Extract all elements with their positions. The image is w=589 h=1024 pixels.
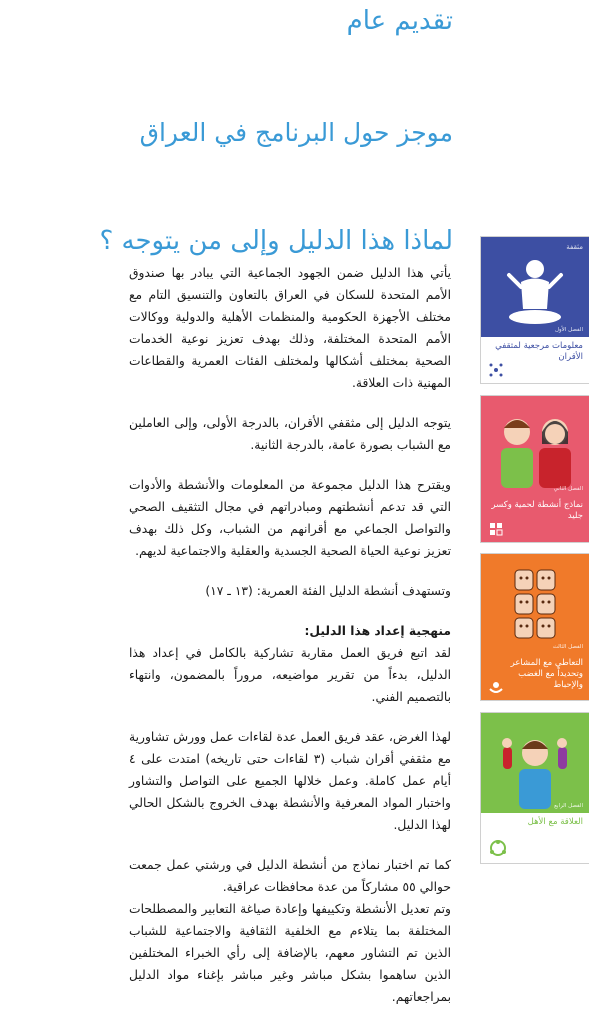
thumbnail-caption-box	[481, 654, 589, 701]
thumbnail-illustration	[481, 237, 589, 337]
chapter-thumbnail-4[interactable]	[480, 712, 589, 864]
paragraph-audience: يتوجه الدليل إلى مثقفي الأقران، بالدرجة الأولى، وإلى العاملين مع الشباب بصورة عامة، بالدرجة الثانية.	[129, 416, 451, 452]
paragraph-testing: كما تم اختبار نماذج من أنشطة الدليل في ورشتي عمل جمعت حوالي ٥٥ مشاركاً من عدة محافظات عراقية.	[129, 858, 451, 894]
paragraph-age-group: وتستهدف أنشطة الدليل الفئة العمرية: (١٣ ـ ١٧)	[205, 584, 451, 598]
family-circle-icon	[489, 839, 507, 857]
emotion-faces-icon	[481, 554, 589, 654]
thumbnail-caption-box	[481, 813, 589, 864]
section-title-overview: تقديم عام	[346, 6, 453, 36]
meditating-person-icon	[481, 237, 589, 337]
chapter-thumbnail-3[interactable]	[480, 553, 589, 701]
network-icon	[489, 363, 503, 377]
chapter-thumbnail-2[interactable]	[480, 395, 589, 543]
thumbnail-chapter: الفصل الثالث	[552, 644, 583, 650]
thumbnail-caption: التعاطي مع المشاعر وتحديداً مع الغضب والإحباط	[510, 658, 583, 690]
paragraph-content: ويقترح هذا الدليل مجموعة من المعلومات والأنشطة والأدوات التي قد تدعم أنشطتهم ومبادراتهم في مجال التثقيف الصحي والتواصل الجماعي مع أقرانهم من الشباب، وكل ذلك بهدف تعزيز نوعية الحياة الصحية الجسدية والعقلية والاجتماعية لديهم.	[129, 478, 451, 558]
paragraph-workshops: لهذا الغرض، عقد فريق العمل عدة لقاءات عمل وورش تشاورية مع مثقفي أقران شباب (٣ لقاءات حتى تاريخه) امتدت على ٤ أيام عمل كاملة. وعمل خلالها الجميع على التواصل والتشاور واختبار المواد المعرفية والأنشطة بهدف الخروج بالشكل الحالي لهذا الدليل.	[129, 730, 451, 832]
methodology-title: منهجية إعداد هذا الدليل:	[304, 624, 451, 638]
thumbnail-chapter: الفصل الرابع	[554, 803, 583, 809]
person-with-puppets-icon	[481, 713, 589, 813]
chapter-thumbnail-1[interactable]	[480, 236, 589, 384]
thumbnail-caption: العلاقة مع الأهل	[527, 817, 583, 827]
section-title-question: لماذا هذا الدليل وإلى من يتوجه ؟	[99, 226, 453, 256]
thumbnail-illustration	[481, 554, 589, 654]
thumbnail-caption-box	[481, 337, 589, 384]
paragraph-intro: يأتي هذا الدليل ضمن الجهود الجماعية التي يبادر بها صندوق الأمم المتحدة للسكان في العراق بالتعاون والتنسيق التام مع مختلف الأجهزة الحكومية والمنظمات الأهلية والدولية ووكالات الأمم المتحدة المختلفة، وذلك بهدف تعزيز نوعية الخدمات الصحية بمختلف أشكالها ولمختلف الفئات العمرية والقطاعات المهنية ذات العلاقة.	[129, 266, 451, 390]
thumbnail-caption: نماذج أنشطة لحمية وكسر جليد	[491, 500, 583, 521]
thumbnail-caption-box	[481, 496, 589, 543]
hands-icon	[489, 680, 503, 694]
thumbnail-chapter: الفصل الثاني	[553, 486, 583, 492]
body-text	[129, 262, 451, 1008]
thumbnail-illustration	[481, 713, 589, 813]
thumbnail-chapter: الفصل الأول	[555, 327, 583, 333]
paragraph-methodology: لقد اتبع فريق العمل مقاربة تشاركية بالكامل في إعداد هذا الدليل، بدءاً من تقرير مواضيعه، مروراً بالمضمون، وانتهاء بالتصميم الفني.	[129, 646, 451, 704]
section-title-summary: موجز حول البرنامج في العراق	[139, 118, 453, 147]
puzzle-icon	[489, 522, 503, 536]
thumbnail-illustration	[481, 396, 589, 496]
thumbnail-label: مثقفة	[566, 243, 583, 251]
thumbnail-caption: معلومات مرجعية لمثقفي الأقران	[495, 341, 583, 362]
paragraph-adaptation: وتم تعديل الأنشطة وتكييفها وإعادة صياغة التعابير والمصطلحات المختلفة بما يتلاءم مع الخلفية الثقافية والاجتماعية للشباب الذين تم التشاور معهم، بالإضافة إلى رأي الخبراء المختلفين الذين ساهموا بشكل مباشر وغير مباشر بإغناء مواد الدليل بمراجعاتهم.	[129, 902, 451, 1004]
two-people-icon	[481, 396, 589, 496]
